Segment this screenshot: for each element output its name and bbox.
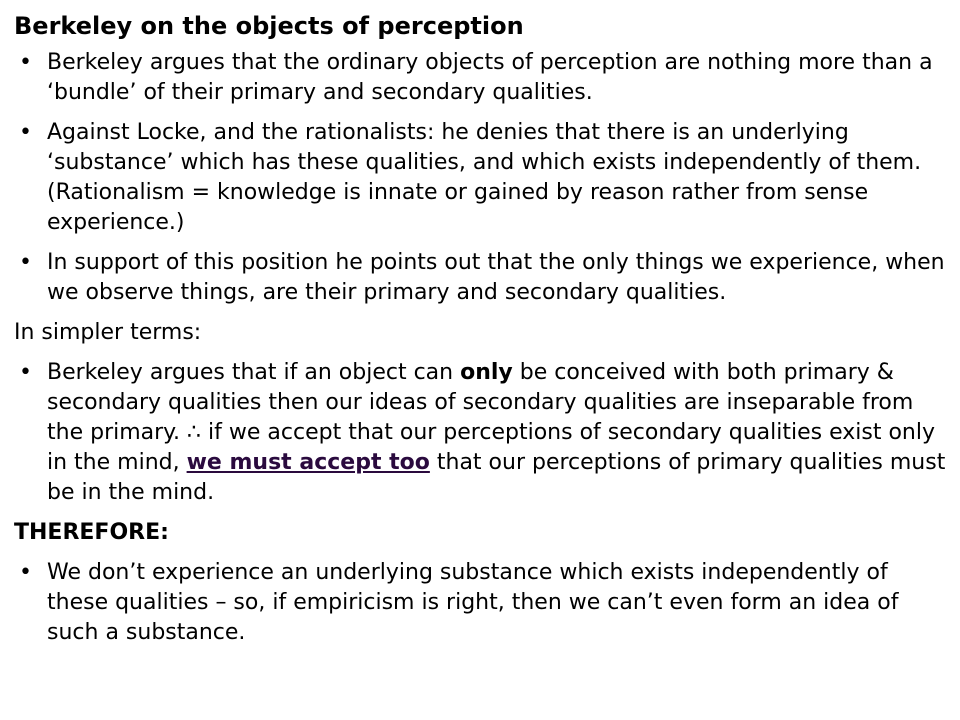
bullet-text: We don’t experience an underlying substance which exists independently of these qualities – so, if empiricism is right, then we can’t even form an idea of such a substance. (47, 560, 899, 645)
bullet-dot: • (19, 50, 32, 75)
bullet-text: In support of this position he points out that the only things we experience, when we observe things, are their primary and secondary qualities. (47, 250, 945, 305)
bullet-text-part: Berkeley argues that if an object can (47, 360, 461, 385)
bullet-text: Berkeley argues that the ordinary objects of perception are nothing more than a ‘bundle’ of their primary and secondary qualities. (47, 50, 933, 105)
emphasis-we-must-accept-too: we must accept too (186, 450, 430, 475)
emphasis-only: only (460, 360, 513, 385)
bullet-text: Against Locke, and the rationalists: he denies that there is an underlying ‘substance’ which has these qualities, and which exists independently of them. (Rationalism = knowledge is innate or gained by reason rather from sense experience.) (47, 120, 922, 235)
bullet-item (14, 358, 946, 508)
bullet-item (14, 118, 946, 238)
bullet-item (14, 248, 946, 308)
bullet-text-part: that our perceptions of primary qualities must be in the mind. (47, 450, 946, 505)
bullet-dot: • (19, 360, 32, 385)
bullet-text-part: be conceived with both primary & secondary qualities then our ideas of secondary qualities are inseparable from the primary. ∴ if we accept that our perceptions of secondary qualities exist only in the mind, (47, 360, 936, 475)
bullet-item (14, 558, 946, 648)
simpler-terms-heading: In simpler terms: (14, 320, 202, 345)
slide-title: Berkeley on the objects of perception (14, 12, 524, 40)
bullet-dot: • (19, 120, 32, 145)
bullet-item (14, 48, 946, 108)
therefore-heading: THEREFORE: (14, 520, 169, 545)
bullet-dot: • (19, 560, 32, 585)
bullet-dot: • (19, 250, 32, 275)
